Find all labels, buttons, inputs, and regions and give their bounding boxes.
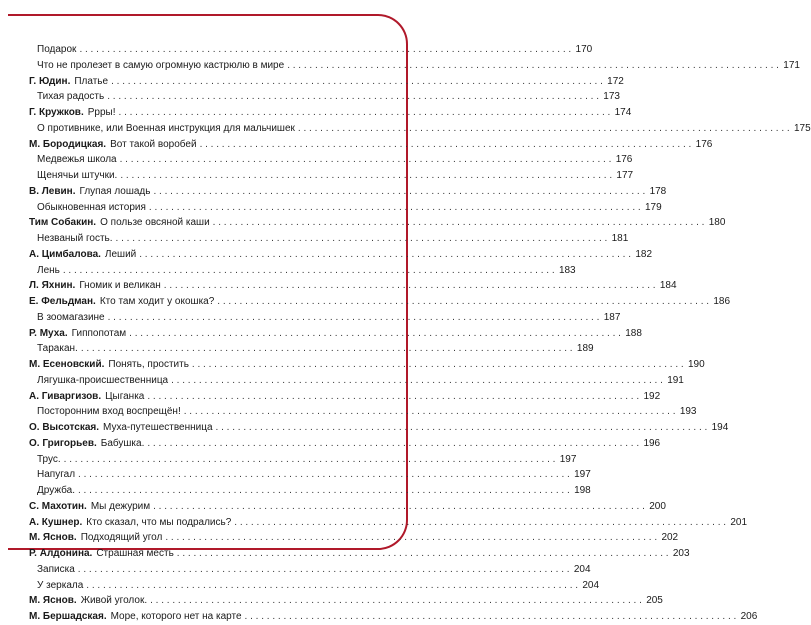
- toc-author: Р. Муха.: [29, 327, 68, 339]
- toc-leader-dots: [78, 562, 570, 578]
- toc-title: Напугал: [37, 469, 76, 481]
- toc-page-number: 180: [708, 217, 726, 229]
- toc-leader-dots: [192, 357, 684, 373]
- toc-title: Муха-путешественница: [103, 422, 213, 433]
- toc-title: Лягушка-происшественница: [37, 374, 169, 386]
- toc-leader-dots: [86, 578, 578, 594]
- toc-page-number: 191: [667, 374, 684, 386]
- toc-leader-dots: [78, 483, 570, 499]
- toc-page-number: 201: [730, 516, 748, 528]
- toc-page-number: 182: [635, 248, 653, 260]
- toc-page-number: 178: [649, 185, 667, 197]
- toc-leader-dots: [298, 121, 790, 137]
- toc-author: О. Высотская.: [29, 422, 100, 433]
- toc-author: Тим Собакин.: [29, 217, 97, 229]
- toc-entry: [29, 452, 577, 468]
- toc-page-number: 198: [574, 485, 591, 496]
- toc-entry: [29, 578, 600, 594]
- toc-entry: [29, 42, 593, 58]
- toc-entry: [29, 357, 705, 373]
- toc-page-number: 200: [649, 500, 666, 512]
- toc-author: М. Бершадская.: [29, 611, 107, 622]
- toc-page-number: 194: [711, 422, 729, 433]
- toc-entry: [29, 499, 666, 515]
- toc-page-number: 177: [616, 170, 634, 181]
- toc-leader-dots: [150, 593, 642, 609]
- toc-page-number: 205: [646, 595, 663, 607]
- toc-leader-dots: [147, 389, 639, 405]
- toc-title: О противнике, или Военная инструкция для мальчишек: [37, 122, 295, 134]
- toc-leader-dots: [245, 609, 737, 625]
- toc-page-number: 181: [611, 233, 629, 244]
- toc-author: А. Кушнер.: [29, 516, 83, 528]
- toc-leader-dots: [287, 58, 779, 74]
- toc-title: Кто там ходит у окошка?: [99, 296, 215, 307]
- toc-title: В зоомагазине: [37, 311, 105, 323]
- toc-page-number: 196: [643, 437, 661, 449]
- toc-title: Леший: [104, 248, 137, 260]
- toc-title: Вот такой воробей: [110, 138, 197, 150]
- toc-entry: [29, 294, 731, 310]
- toc-title: Подарок: [37, 44, 77, 55]
- toc-leader-dots: [213, 215, 705, 231]
- toc-author: М. Бородицкая.: [29, 138, 107, 150]
- table-of-contents: [29, 42, 811, 625]
- toc-leader-dots: [78, 467, 570, 483]
- toc-title: Незваный гость.: [37, 233, 113, 244]
- toc-page-number: 204: [573, 563, 591, 575]
- toc-entry: [29, 530, 679, 546]
- toc-page-number: 184: [659, 280, 677, 292]
- toc-title: Дружба.: [37, 485, 75, 496]
- toc-leader-dots: [116, 231, 608, 247]
- toc-page-number: 206: [740, 611, 758, 622]
- toc-title: Живой уголок.: [80, 595, 148, 607]
- toc-entry: [29, 546, 690, 562]
- toc-entry: [29, 200, 662, 216]
- toc-title: Кто сказал, что мы подрались?: [86, 516, 232, 528]
- toc-entry: [29, 74, 624, 90]
- toc-leader-dots: [111, 74, 603, 90]
- toc-title: Подходящий угол: [80, 532, 163, 544]
- toc-author: А. Гиваргизов.: [29, 390, 102, 402]
- toc-title: Гиппопотам: [71, 327, 127, 339]
- toc-entry: [29, 231, 629, 247]
- toc-entry: [29, 515, 748, 531]
- toc-page-number: 172: [607, 75, 624, 87]
- toc-leader-dots: [120, 152, 612, 168]
- toc-author: А. Цимбалова.: [29, 248, 101, 260]
- toc-entry: [29, 58, 800, 74]
- toc-author: Г. Кружков.: [29, 107, 84, 118]
- toc-leader-dots: [79, 42, 571, 58]
- toc-author: М. Яснов.: [29, 595, 77, 607]
- toc-title: Глупая лошадь: [79, 185, 151, 197]
- toc-entry: [29, 389, 661, 405]
- toc-author: М. Яснов.: [29, 532, 77, 544]
- toc-title: Посторонним вход воспрещён!: [37, 406, 181, 418]
- toc-title: Медвежья школа: [37, 154, 117, 166]
- toc-entry: [29, 404, 697, 420]
- toc-page-number: 176: [695, 138, 713, 150]
- toc-author: Р. Алдонина.: [29, 548, 93, 559]
- toc-leader-dots: [184, 404, 676, 420]
- toc-page-number: 203: [672, 548, 690, 559]
- toc-leader-dots: [216, 420, 708, 436]
- toc-page-number: 187: [603, 311, 621, 323]
- toc-leader-dots: [64, 452, 556, 468]
- toc-leader-dots: [107, 89, 599, 105]
- toc-title: Мы дежурим: [90, 500, 151, 512]
- toc-title: У зеркала: [37, 579, 84, 591]
- toc-page-number: 186: [713, 296, 731, 307]
- toc-title: О пользе овсяной каши: [100, 217, 210, 229]
- toc-entry: [29, 593, 663, 609]
- toc-page-number: 197: [559, 453, 577, 465]
- toc-page-number: 170: [575, 44, 593, 55]
- toc-page-number: 189: [576, 343, 594, 355]
- toc-leader-dots: [171, 373, 663, 389]
- toc-entry: [29, 121, 811, 137]
- toc-entry: [29, 152, 633, 168]
- toc-title: Тихая радость: [37, 91, 105, 103]
- toc-entry: [29, 467, 591, 483]
- toc-entry: [29, 137, 713, 153]
- toc-page-number: 174: [614, 107, 632, 118]
- toc-page-number: 193: [679, 406, 697, 418]
- toc-page-number: 171: [783, 59, 800, 71]
- toc-leader-dots: [165, 530, 657, 546]
- toc-entry: [29, 562, 591, 578]
- toc-title: Море, которого нет на карте: [110, 611, 242, 622]
- toc-leader-dots: [119, 105, 611, 121]
- toc-title: Страшная месть: [96, 548, 174, 559]
- toc-leader-dots: [63, 263, 555, 279]
- toc-entry: [29, 373, 684, 389]
- toc-page-number: 202: [661, 532, 679, 544]
- toc-entry: [29, 326, 642, 342]
- toc-entry: [29, 420, 729, 436]
- toc-leader-dots: [147, 436, 639, 452]
- toc-title: Лень: [37, 264, 60, 276]
- toc-entry: [29, 609, 758, 625]
- toc-leader-dots: [153, 499, 645, 515]
- toc-page-number: 192: [643, 390, 661, 402]
- toc-entry: [29, 105, 632, 121]
- toc-leader-dots: [200, 137, 692, 153]
- toc-leader-dots: [177, 546, 669, 562]
- toc-leader-dots: [120, 168, 612, 184]
- toc-title: Бабушка.: [100, 437, 145, 449]
- toc-entry: [29, 184, 667, 200]
- toc-entry: [29, 168, 634, 184]
- toc-page-number: 190: [687, 359, 705, 370]
- toc-entry: [29, 436, 661, 452]
- toc-page-number: 197: [574, 469, 591, 481]
- toc-author: О. Григорьев.: [29, 437, 97, 449]
- toc-page-number: 173: [603, 91, 620, 103]
- toc-leader-dots: [139, 247, 631, 263]
- toc-title: Гномик и великан: [79, 280, 161, 292]
- toc-author: М. Есеновский.: [29, 359, 105, 370]
- toc-leader-dots: [153, 184, 645, 200]
- toc-author: В. Левин.: [29, 185, 76, 197]
- toc-entry: [29, 247, 653, 263]
- toc-leader-dots: [129, 326, 621, 342]
- toc-title: Ррры!: [87, 107, 116, 118]
- toc-title: Цыганка: [105, 390, 145, 402]
- toc-author: Г. Юдин.: [29, 75, 71, 87]
- toc-leader-dots: [164, 278, 656, 294]
- toc-entry: [29, 215, 726, 231]
- toc-page-number: 179: [644, 201, 662, 213]
- toc-leader-dots: [234, 515, 726, 531]
- toc-leader-dots: [217, 294, 709, 310]
- toc-leader-dots: [149, 200, 641, 216]
- toc-page-number: 183: [558, 264, 576, 276]
- toc-title: Щенячьи штучки.: [37, 170, 118, 181]
- toc-leader-dots: [108, 310, 600, 326]
- toc-page-number: 176: [615, 154, 633, 166]
- toc-title: Таракан.: [37, 343, 78, 355]
- toc-title: Что не пролезет в самую огромную кастрюлю в мире: [37, 59, 285, 71]
- toc-author: Л. Яхнин.: [29, 280, 76, 292]
- toc-page-number: 204: [582, 579, 600, 591]
- toc-leader-dots: [81, 341, 573, 357]
- toc-author: С. Махотин.: [29, 500, 87, 512]
- toc-title: Обыкновенная история: [37, 201, 146, 213]
- toc-entry: [29, 263, 576, 279]
- toc-entry: [29, 310, 621, 326]
- toc-title: Платье: [74, 75, 109, 87]
- toc-page-number: 175: [793, 122, 811, 134]
- toc-title: Записка: [37, 563, 75, 575]
- toc-title: Понять, простить: [108, 359, 189, 370]
- toc-page-number: 188: [625, 327, 642, 339]
- toc-entry: [29, 341, 594, 357]
- toc-entry: [29, 483, 591, 499]
- toc-entry: [29, 89, 620, 105]
- toc-entry: [29, 278, 677, 294]
- toc-title: Трус.: [37, 453, 61, 465]
- toc-author: Е. Фельдман.: [29, 296, 96, 307]
